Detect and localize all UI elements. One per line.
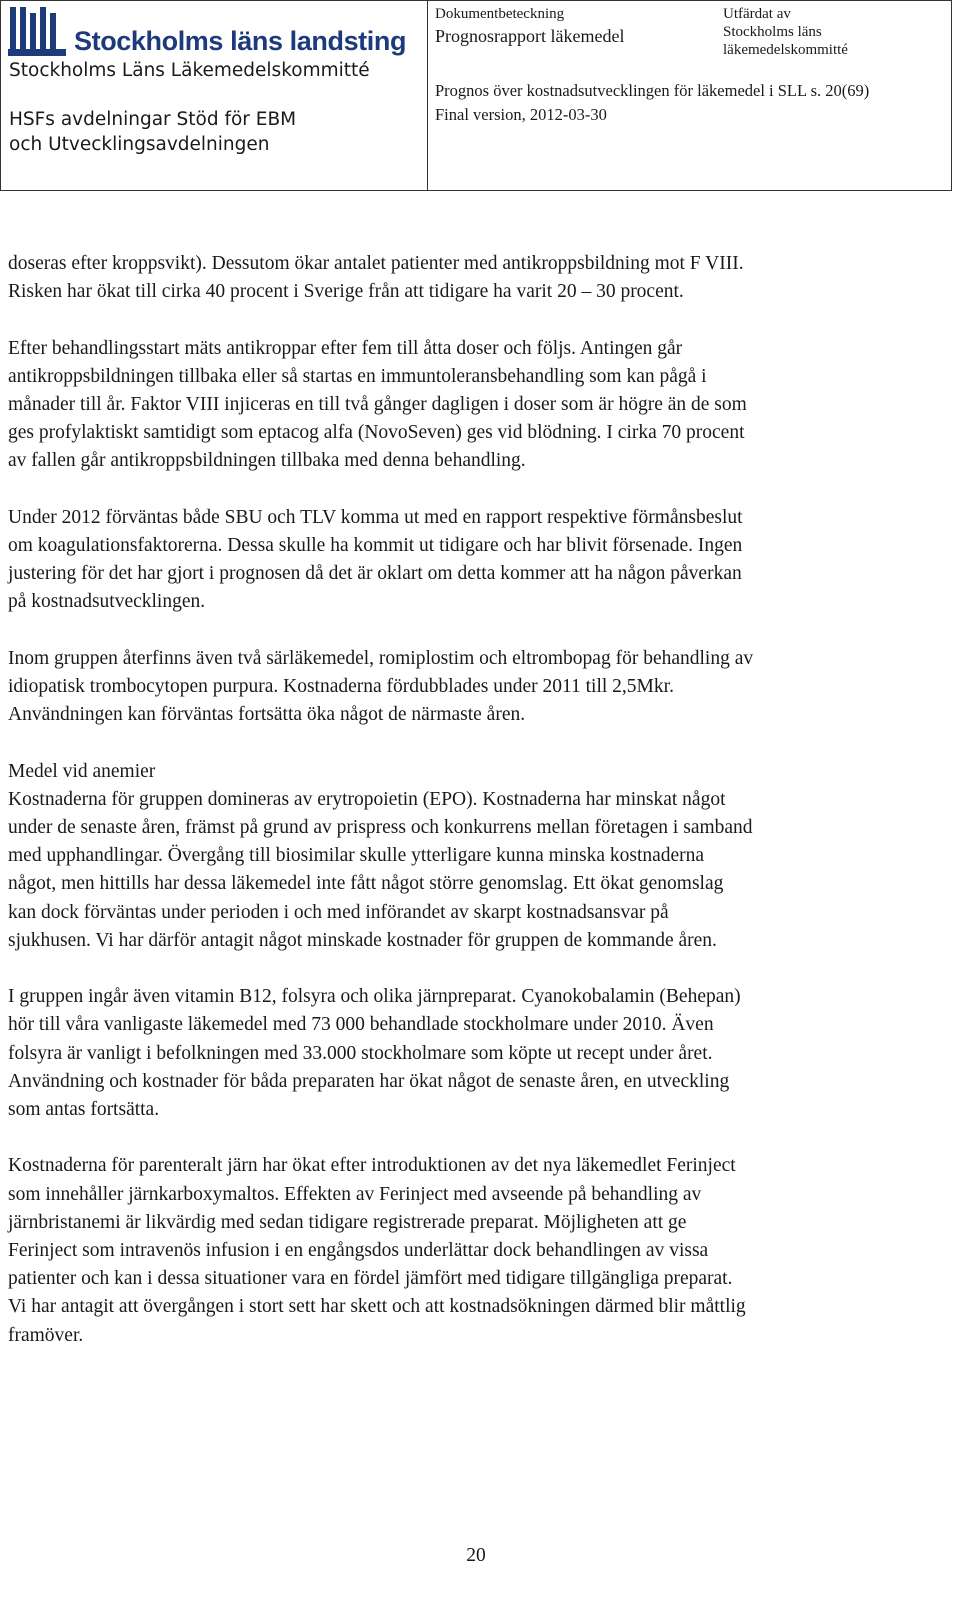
text-line: med upphandlingar. Övergång till biosimilar skulle ytterligare kunna minska kostnaderna [8, 845, 705, 867]
text-line: som antas fortsätta. [8, 1099, 160, 1121]
text-line: Inom gruppen återfinns även två särläkemedel, romiplostim och eltrombopag för behandling av [8, 647, 754, 669]
text-line: Efter behandlingsstart mäts antikroppar efter fem till åtta doser och följs. Antingen går [8, 337, 683, 359]
header-left-cell [1, 1, 428, 190]
section-heading-anemia: Medel vid anemier [8, 760, 156, 782]
text-line: kan dock förväntas under perioden i och med införandet av skarpt kostnadsansvar på [8, 901, 669, 923]
text-line: idiopatisk trombocytopen purpura. Kostnaderna fördubblades under 2011 till 2,5Mkr. [8, 676, 674, 697]
text-line: patienter och kan i dessa situationer vara en fördel jämfört med tidigare tillgängliga preparat. [8, 1268, 733, 1290]
department-line-1: HSFs avdelningar Stöd för EBM [9, 109, 297, 130]
text-line: sjukhusen. Vi har därför antagit något minskade kostnader för gruppen de kommande åren. [8, 929, 717, 951]
document-designation [435, 5, 715, 47]
text-line: Kostnaderna för parenteralt järn har ökat efter introduktionen av det nya läkemedlet Ferinject [8, 1155, 736, 1177]
text-line: folsyra är vanligt i befolkningen med 33.000 stockholmare som köpte ut recept under året. [8, 1042, 713, 1064]
text-line: Risken har ökat till cirka 40 procent i Sverige från att tidigare ha varit 20 – 30 procent. [8, 281, 684, 303]
paragraph-7 [8, 1152, 948, 1349]
organization-name: Stockholms Läns Läkemedelskommitté [9, 60, 370, 81]
document-header [0, 0, 952, 191]
text-line: I gruppen ingår även vitamin B12, folsyra och olika järnpreparat. Cyanokobalamin (Behepan) [8, 986, 741, 1008]
issued-label: Utfärdat av [723, 6, 791, 22]
text-line: ges profylaktiskt samtidigt som eptacog alfa (NovoSeven) ges vid blödning. I cirka 70 procent [8, 422, 745, 444]
text-line: på kostnadsutvecklingen. [8, 591, 206, 613]
paragraph-1 [8, 250, 948, 306]
paragraph-anemia [8, 758, 948, 955]
sll-logo-icon [8, 7, 68, 57]
text-line: något, men hittills har dessa läkemedel inte fått något större genomslag. Ett ökat genomslag [8, 873, 724, 895]
report-subtitle: Prognos över kostnadsutvecklingen för läkemedel i SLL s. 20(69) [435, 81, 870, 100]
text-line: järnbristanemi är likvärdig med sedan tidigare registrerade preparat. Möjligheten att ge [8, 1211, 687, 1233]
text-line: framöver. [8, 1324, 84, 1346]
text-line: Under 2012 förväntas både SBU och TLV komma ut med en rapport respektive förmånsbeslut [8, 506, 743, 528]
paragraph-4 [8, 645, 948, 730]
doc-label: Dokumentbeteckning [435, 6, 565, 22]
text-line: som innehåller järnkarboxymaltos. Effekten av Ferinject med avseende på behandling av [8, 1183, 702, 1205]
sll-logo [8, 5, 406, 57]
text-line: Användningen kan förväntas fortsätta öka något de närmaste åren. [8, 704, 526, 726]
text-line: antikroppsbildningen tillbaka eller så startas en immuntoleransbehandling som kan pågå i [8, 365, 707, 387]
text-line: Ferinject som intravenös infusion i en engångsdos underlättar dock behandlingen av vissa [8, 1240, 709, 1262]
text-line: doseras efter kroppsvikt). Dessutom ökar antalet patienter med antikroppsbildning mot F VIII. [8, 253, 744, 274]
text-line: Vi har antagit att övergången i stort sett har skett och att kostnadsökningen därmed blir måttlig [8, 1296, 746, 1318]
text-line: av fallen går antikroppsbildningen tillbaka med denna behandling. [8, 450, 526, 472]
text-line: månader till år. Faktor VIII injiceras en till två gånger dagligen i doser som är högre än de som [8, 394, 747, 415]
issued-by-line-2: läkemedelskommitté [723, 42, 848, 58]
header-right-cell [428, 1, 951, 190]
text-line: om koagulationsfaktorerna. Dessa skulle ha kommit ut tidigare och har blivit försenade. Ingen [8, 535, 743, 556]
document-body [8, 250, 948, 1378]
paragraph-6 [8, 983, 948, 1124]
paragraph-2 [8, 335, 948, 476]
text-line: hör till våra vanligaste läkemedel med 73 000 behandlade stockholmare under 2010. Även [8, 1014, 714, 1036]
logo-text: Stockholms läns landsting [74, 26, 407, 56]
paragraph-3 [8, 504, 948, 617]
page-number: 20 [466, 1545, 486, 1566]
issued-by [723, 5, 923, 59]
report-version: Final version, 2012-03-30 [435, 105, 607, 124]
text-line: justering för det har gjort i prognosen då det är oklart om detta kommer att ha någon påverkan [8, 563, 742, 585]
text-line: Kostnaderna för gruppen domineras av erytropoietin (EPO). Kostnaderna har minskat något [8, 788, 726, 810]
department-line-2: och Utvecklingsavdelningen [9, 134, 270, 155]
issued-by-line-1: Stockholms läns [723, 24, 822, 40]
text-line: under de senaste åren, främst på grund av prispress och konkurrens mellan företagen i samband [8, 817, 753, 838]
text-line: Användning och kostnader för båda preparaten har ökat något de senaste åren, en utveckling [8, 1070, 730, 1092]
doc-value: Prognosrapport läkemedel [435, 26, 625, 46]
